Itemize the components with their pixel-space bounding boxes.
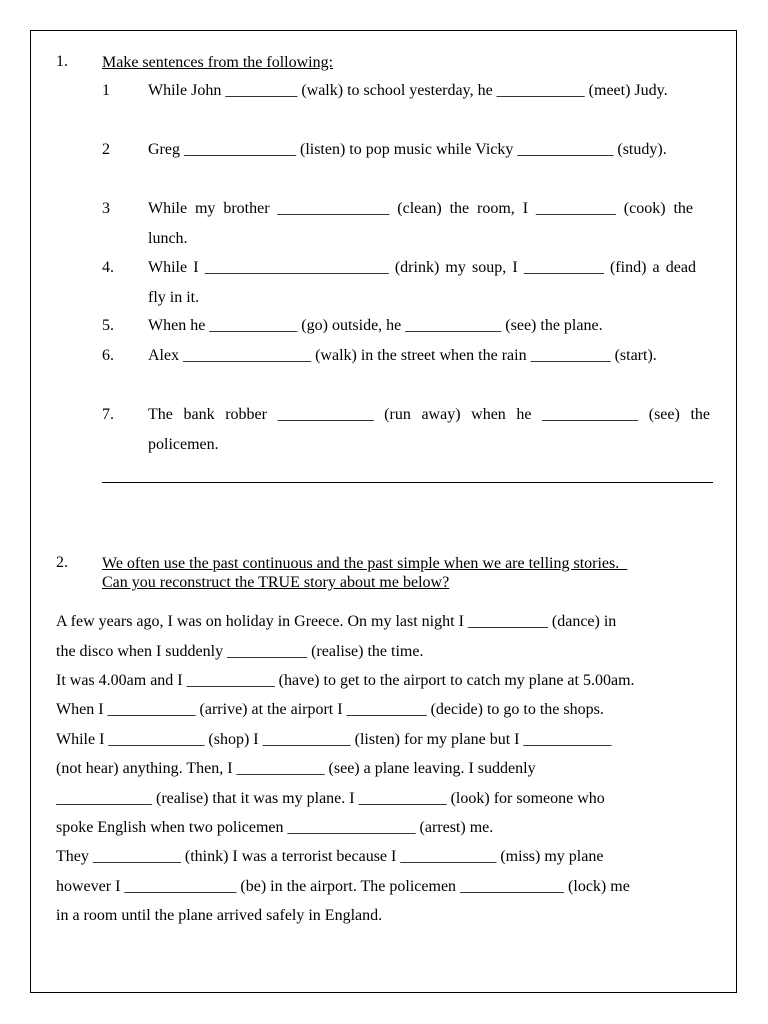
story-line: While I ____________ (shop) I ___________ (listen) for my plane but I ___________ [56, 731, 612, 748]
story-line: (not hear) anything. Then, I ___________ (see) a plane leaving. I suddenly [56, 760, 536, 777]
section-2-number: 2. [56, 554, 68, 571]
story-line: A few years ago, I was on holiday in Greece. On my last night I __________ (dance) in [56, 613, 617, 630]
story-line: spoke English when two policemen ________________ (arrest) me. [56, 819, 494, 836]
section-2-heading-line-1: We often use the past continuous and the past simple when we are telling stories. [102, 555, 628, 572]
exercise-item-number: 4. [102, 259, 114, 276]
story-line: They ___________ (think) I was a terrorist because I ____________ (miss) my plane [56, 848, 604, 865]
exercise-item-text: While I _______________________ (drink) my soup, I __________ (find) a dead fly in it. [148, 259, 696, 306]
answer-line-divider [102, 482, 713, 483]
story-line: the disco when I suddenly __________ (realise) the time. [56, 643, 424, 660]
story-line: in a room until the plane arrived safely in England. [56, 907, 383, 924]
exercise-item-text: The bank robber ____________ (run away) when he ____________ (see) the policemen. [148, 406, 710, 453]
story-line: It was 4.00am and I ___________ (have) to get to the airport to catch my plane at 5.00am. [56, 672, 635, 689]
section-1-number: 1. [56, 53, 68, 70]
section-1-heading: Make sentences from the following: [102, 54, 334, 71]
exercise-item-number: 7. [102, 406, 114, 423]
exercise-item-text: Alex ________________ (walk) in the street when the rain __________ (start). [148, 347, 657, 364]
exercise-item-text: While my brother ______________ (clean) the room, I __________ (cook) the lunch. [148, 200, 693, 247]
section-2-heading-line-2: Can you reconstruct the TRUE story about me below? [102, 574, 450, 591]
story-line: however I ______________ (be) in the airport. The policemen _____________ (lock) me [56, 878, 630, 895]
exercise-item-number: 3 [102, 200, 110, 217]
story-line: ____________ (realise) that it was my plane. I ___________ (look) for someone who [56, 790, 605, 807]
exercise-item-number: 6. [102, 347, 114, 364]
story-line: When I ___________ (arrive) at the airport I __________ (decide) to go to the shops. [56, 701, 604, 718]
exercise-item-number: 2 [102, 141, 110, 158]
exercise-item-number: 1 [102, 82, 110, 99]
exercise-item-number: 5. [102, 317, 114, 334]
exercise-item-text: When he ___________ (go) outside, he ____________ (see) the plane. [148, 317, 603, 334]
exercise-item-text: While John _________ (walk) to school yesterday, he ___________ (meet) Judy. [148, 82, 668, 99]
exercise-item-text: Greg ______________ (listen) to pop music while Vicky ____________ (study). [148, 141, 667, 158]
